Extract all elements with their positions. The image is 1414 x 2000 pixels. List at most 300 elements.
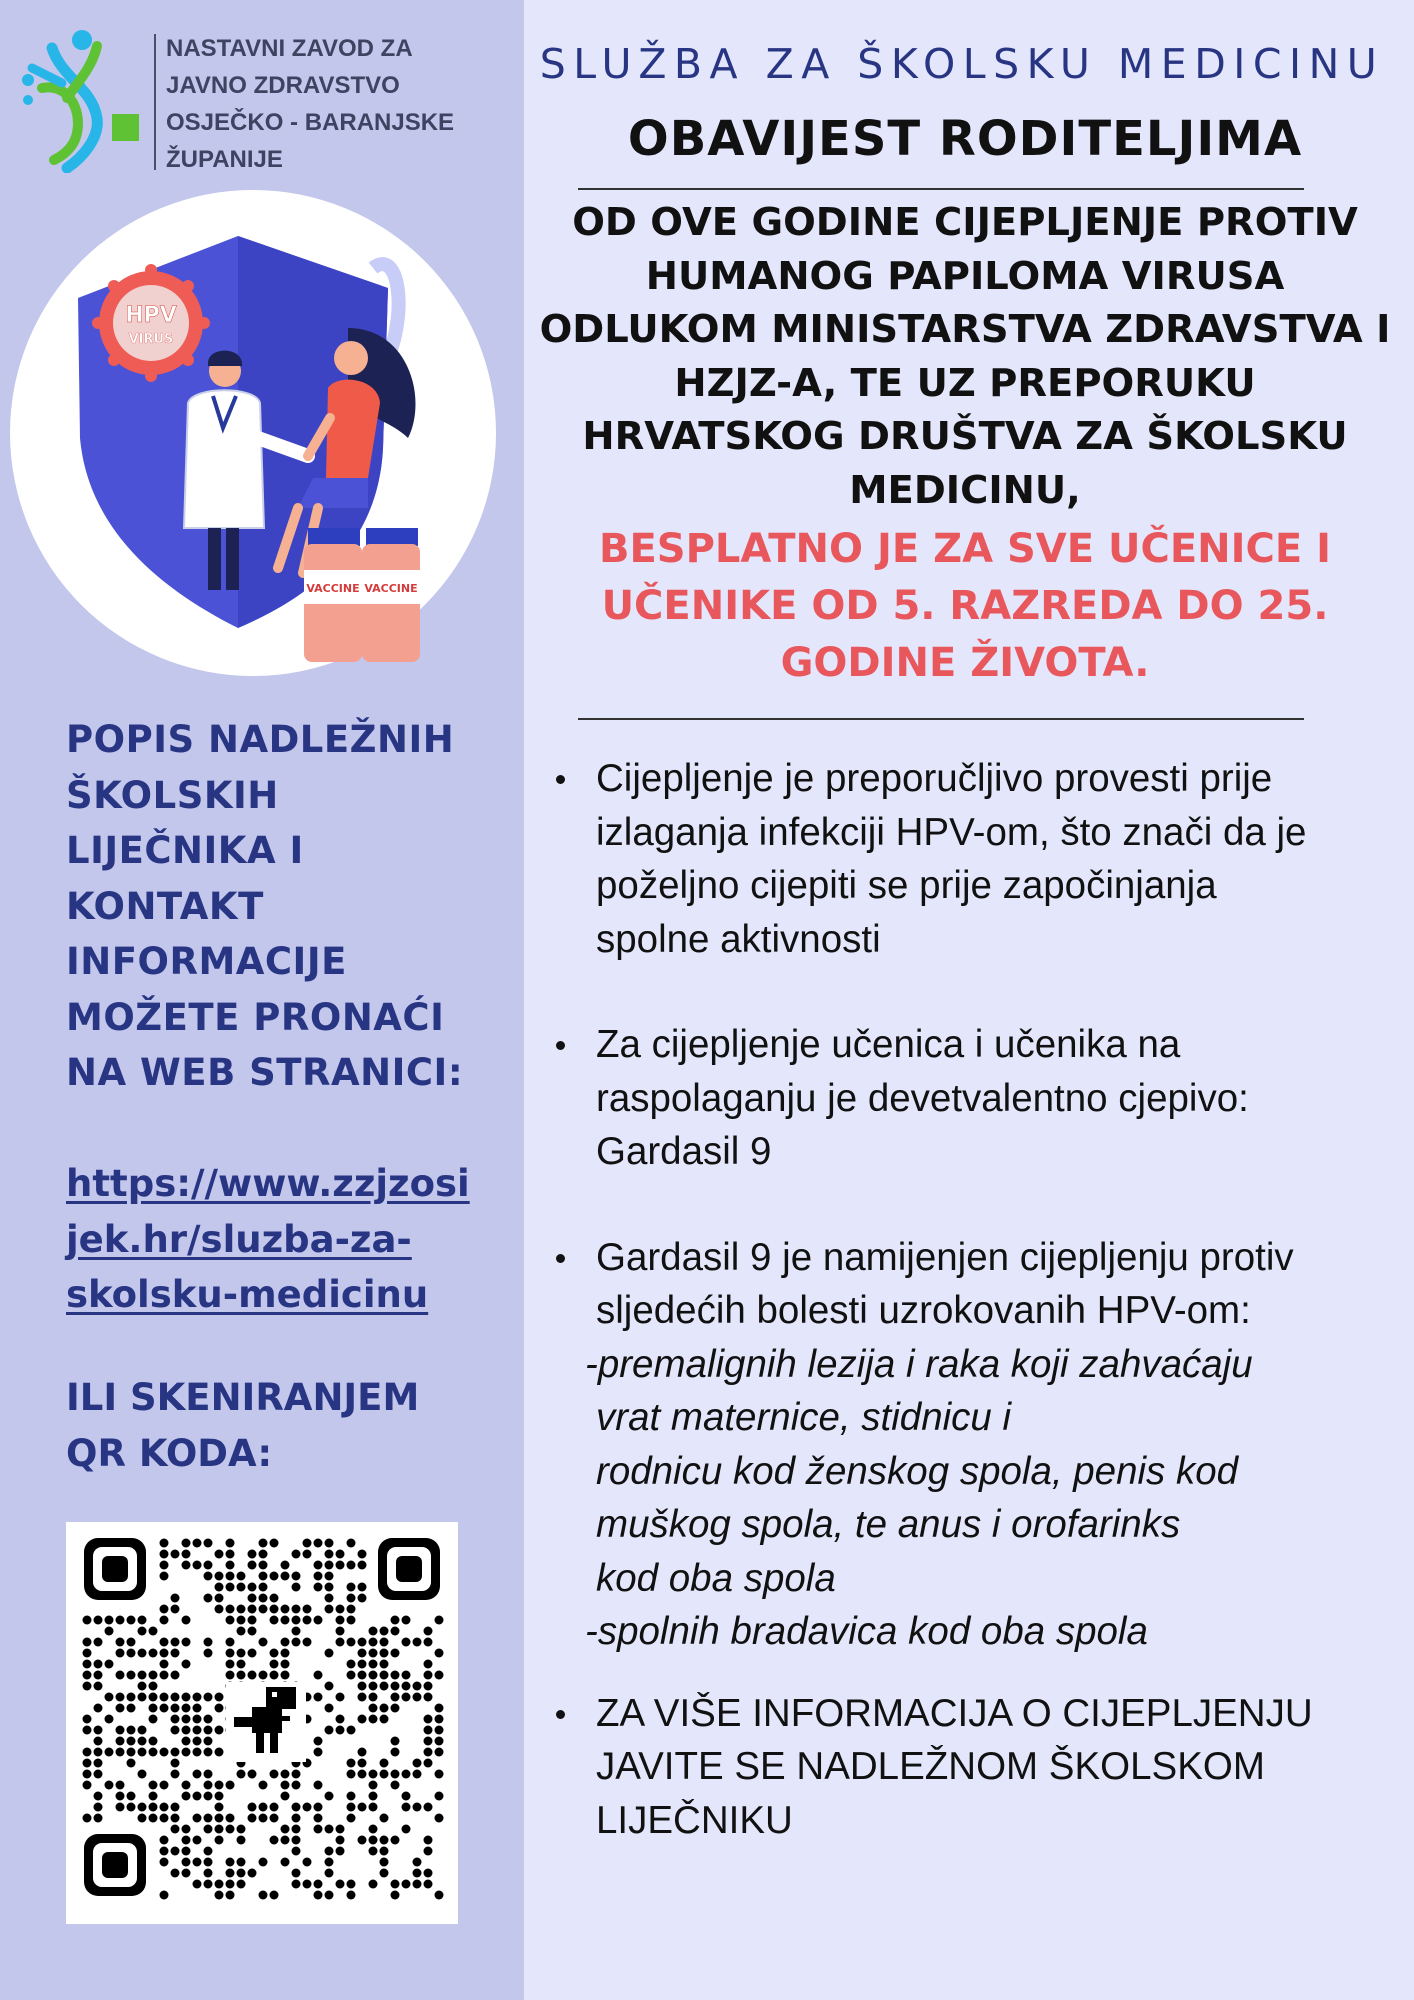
qr-module	[204, 1814, 213, 1823]
qr-module	[325, 1572, 334, 1581]
qr-module	[259, 1583, 268, 1592]
qr-module	[149, 1704, 158, 1713]
website-link-line[interactable]: https://www.zzjzosi	[66, 1162, 470, 1205]
qr-module	[391, 1671, 400, 1680]
list-item-line: Gardasil 9	[596, 1130, 772, 1173]
qr-module	[94, 1770, 103, 1779]
qr-module	[303, 1539, 312, 1548]
qr-module	[391, 1682, 400, 1691]
qr-module	[116, 1693, 125, 1702]
qr-module	[325, 1726, 334, 1735]
qr-heading-line: QR KODA:	[66, 1431, 273, 1475]
qr-module	[116, 1748, 125, 1757]
contact-heading-line: INFORMACIJE	[66, 940, 347, 983]
qr-module	[380, 1627, 389, 1636]
org-name-line: NASTAVNI ZAVOD ZA	[166, 35, 413, 62]
qr-module	[215, 1825, 224, 1834]
qr-module	[237, 1858, 246, 1867]
qr-module	[116, 1704, 125, 1713]
qr-module	[380, 1858, 389, 1867]
qr-module	[138, 1770, 147, 1779]
qr-module	[204, 1869, 213, 1878]
qr-module	[424, 1726, 433, 1735]
qr-module	[336, 1638, 345, 1647]
qr-module	[149, 1803, 158, 1812]
qr-module	[270, 1572, 279, 1581]
qr-module	[160, 1550, 169, 1559]
list-item-line: Gardasil 9 je namijenjen cijepljenju protiv	[596, 1235, 1294, 1279]
qr-module	[380, 1759, 389, 1768]
list-item-line: sljedećih bolesti uzrokovanih HPV-om:	[596, 1289, 1251, 1332]
qr-module	[325, 1847, 334, 1856]
qr-module	[281, 1561, 290, 1570]
qr-module	[281, 1858, 290, 1867]
qr-module	[369, 1693, 378, 1702]
qr-module	[358, 1748, 367, 1757]
qr-module	[149, 1792, 158, 1801]
announcement-main	[530, 196, 1400, 517]
qr-module	[303, 1605, 312, 1614]
list-item	[556, 1018, 1396, 1179]
qr-module	[314, 1781, 323, 1790]
qr-module	[171, 1605, 180, 1614]
qr-module	[314, 1539, 323, 1548]
hpv-label: HPV	[125, 303, 177, 328]
qr-module	[402, 1880, 411, 1889]
qr-module	[248, 1649, 257, 1658]
qr-module	[435, 1770, 444, 1779]
qr-module	[347, 1594, 356, 1603]
website-link-line[interactable]: jek.hr/sluzba-za-	[66, 1217, 412, 1261]
qr-module	[325, 1594, 334, 1603]
qr-module	[424, 1737, 433, 1746]
qr-module	[215, 1594, 224, 1603]
qr-module	[83, 1671, 92, 1680]
qr-module	[303, 1638, 312, 1647]
qr-module	[193, 1561, 202, 1570]
qr-module	[259, 1803, 268, 1812]
qr-module	[281, 1649, 290, 1658]
qr-module	[347, 1616, 356, 1625]
qr-module	[259, 1638, 268, 1647]
notice-title: OBAVIJEST RODITELJIMA	[627, 111, 1303, 167]
qr-module	[358, 1594, 367, 1603]
qr-module	[160, 1649, 169, 1658]
qr-module	[347, 1561, 356, 1570]
qr-module	[160, 1748, 169, 1757]
qr-module	[127, 1726, 136, 1735]
qr-module	[402, 1792, 411, 1801]
qr-module	[358, 1836, 367, 1845]
qr-module	[149, 1693, 158, 1702]
qr-module	[215, 1814, 224, 1823]
qr-module	[380, 1836, 389, 1845]
qr-module	[391, 1880, 400, 1889]
qr-module	[369, 1880, 378, 1889]
qr-module	[391, 1627, 400, 1636]
qr-module	[358, 1682, 367, 1691]
qr-module	[435, 1649, 444, 1658]
qr-module	[270, 1770, 279, 1779]
qr-module	[380, 1869, 389, 1878]
qr-module	[248, 1671, 257, 1680]
qr-module	[424, 1869, 433, 1878]
list-item-line: izlaganja infekciji HPV-om, što znači da je	[596, 810, 1307, 854]
qr-module	[270, 1671, 279, 1680]
announcement-line: HRVATSKOG DRUŠTVA ZA ŠKOLSKU	[582, 414, 1348, 459]
qr-module	[259, 1781, 268, 1790]
info-list	[556, 752, 1396, 1847]
qr-module	[347, 1770, 356, 1779]
qr-module	[347, 1814, 356, 1823]
qr-module	[182, 1726, 191, 1735]
list-item-line: spolne aktivnosti	[596, 917, 881, 961]
qr-module	[83, 1638, 92, 1647]
qr-module	[105, 1627, 114, 1636]
disease-item-line: rodnicu kod ženskog spola, penis kod	[596, 1449, 1239, 1493]
vial-label: VACCINE	[364, 582, 418, 595]
qr-code-icon[interactable]	[66, 1522, 458, 1924]
qr-module	[138, 1649, 147, 1658]
qr-module	[138, 1748, 147, 1757]
list-item-line: Za cijepljenje učenica i učenika na	[596, 1023, 1181, 1066]
announcement-line: MEDICINU,	[849, 467, 1081, 513]
qr-module	[204, 1748, 213, 1757]
qr-module	[259, 1891, 268, 1900]
qr-module	[237, 1880, 246, 1889]
qr-module	[226, 1561, 235, 1570]
announcement-line: OD OVE GODINE CIJEPLJENJE PROTIV	[572, 200, 1358, 245]
qr-module	[226, 1605, 235, 1614]
logo-divider	[154, 34, 156, 170]
qr-module	[336, 1627, 345, 1636]
list-item-line: poželjno cijepiti se prije započinjanja	[596, 864, 1217, 907]
qr-module	[435, 1616, 444, 1625]
qr-module	[413, 1638, 422, 1647]
qr-module	[226, 1572, 235, 1581]
qr-module	[237, 1825, 246, 1834]
qr-module	[369, 1660, 378, 1669]
qr-module	[336, 1693, 345, 1702]
qr-module	[204, 1726, 213, 1735]
org-name-line: JAVNO ZDRAVSTVO	[166, 72, 400, 99]
qr-module	[380, 1682, 389, 1691]
qr-module	[171, 1649, 180, 1658]
qr-module	[413, 1770, 422, 1779]
list-item-line: raspolaganju je devetvalentno cjepivo:	[596, 1076, 1249, 1120]
qr-module	[314, 1748, 323, 1757]
qr-module	[182, 1869, 191, 1878]
qr-module	[347, 1583, 356, 1592]
qr-module	[226, 1891, 235, 1900]
contact-heading-line: KONTAKT	[66, 884, 264, 928]
qr-module	[380, 1770, 389, 1779]
qr-module	[292, 1770, 301, 1779]
qr-module	[248, 1869, 257, 1878]
qr-module	[193, 1539, 202, 1548]
qr-module	[391, 1704, 400, 1713]
qr-module	[281, 1671, 290, 1680]
qr-module	[237, 1660, 246, 1669]
qr-module	[204, 1693, 213, 1702]
qr-module	[226, 1825, 235, 1834]
qr-module	[215, 1836, 224, 1845]
qr-module	[259, 1561, 268, 1570]
qr-module	[160, 1836, 169, 1845]
qr-module	[204, 1858, 213, 1867]
qr-module	[402, 1671, 411, 1680]
qr-module	[182, 1792, 191, 1801]
qr-module	[248, 1770, 257, 1779]
qr-module	[138, 1737, 147, 1746]
disease-item-line: vrat maternice, stidnicu i	[596, 1396, 1012, 1439]
qr-module	[171, 1693, 180, 1702]
qr-module	[204, 1770, 213, 1779]
hpv-vaccination-illustration-icon	[8, 188, 498, 678]
qr-module	[127, 1693, 136, 1702]
qr-module	[237, 1869, 246, 1878]
qr-module	[226, 1880, 235, 1889]
qr-module	[358, 1715, 367, 1724]
qr-module	[292, 1638, 301, 1647]
bullet-dot	[556, 1041, 565, 1050]
divider	[578, 188, 1304, 190]
qr-module	[391, 1649, 400, 1658]
qr-module	[369, 1770, 378, 1779]
qr-module	[281, 1572, 290, 1581]
qr-module	[435, 1814, 444, 1823]
qr-module	[138, 1627, 147, 1636]
qr-module	[171, 1825, 180, 1834]
qr-module	[83, 1759, 92, 1768]
qr-module	[281, 1781, 290, 1790]
qr-module	[182, 1616, 191, 1625]
qr-module	[270, 1836, 279, 1845]
qr-module	[336, 1605, 345, 1614]
qr-module	[116, 1671, 125, 1680]
qr-module	[204, 1880, 213, 1889]
qr-module	[303, 1550, 312, 1559]
qr-module	[380, 1671, 389, 1680]
qr-module	[226, 1638, 235, 1647]
qr-module	[413, 1693, 422, 1702]
qr-module	[105, 1715, 114, 1724]
qr-module	[193, 1748, 202, 1757]
qr-module	[292, 1627, 301, 1636]
qr-module	[226, 1616, 235, 1625]
qr-module	[325, 1704, 334, 1713]
qr-module	[336, 1715, 345, 1724]
qr-module	[116, 1638, 125, 1647]
qr-module	[402, 1825, 411, 1834]
qr-module	[391, 1836, 400, 1845]
qr-module	[94, 1737, 103, 1746]
list-item-line: LIJEČNIKU	[596, 1798, 793, 1842]
qr-module	[435, 1737, 444, 1746]
qr-module	[83, 1726, 92, 1735]
qr-module	[226, 1539, 235, 1548]
qr-module	[413, 1869, 422, 1878]
qr-module	[215, 1704, 224, 1713]
qr-module	[160, 1671, 169, 1680]
qr-module	[292, 1583, 301, 1592]
qr-module	[204, 1825, 213, 1834]
qr-module	[259, 1594, 268, 1603]
qr-module	[347, 1660, 356, 1669]
qr-module	[182, 1660, 191, 1669]
qr-module	[369, 1836, 378, 1845]
qr-module	[105, 1693, 114, 1702]
qr-module	[171, 1594, 180, 1603]
qr-module	[336, 1880, 345, 1889]
qr-module	[127, 1704, 136, 1713]
qr-module	[424, 1880, 433, 1889]
qr-module	[424, 1759, 433, 1768]
qr-module	[237, 1770, 246, 1779]
qr-module	[424, 1671, 433, 1680]
qr-module	[424, 1803, 433, 1812]
qr-module	[215, 1693, 224, 1702]
qr-module	[292, 1781, 301, 1790]
qr-module	[160, 1539, 169, 1548]
qr-module	[171, 1814, 180, 1823]
qr-module	[94, 1803, 103, 1812]
qr-module	[347, 1638, 356, 1647]
qr-module	[402, 1616, 411, 1625]
qr-module	[149, 1649, 158, 1658]
qr-module	[314, 1572, 323, 1581]
qr-module	[259, 1550, 268, 1559]
qr-module	[369, 1792, 378, 1801]
qr-module	[325, 1682, 334, 1691]
qr-module	[182, 1539, 191, 1548]
qr-module	[347, 1759, 356, 1768]
contact-heading-line: POPIS NADLEŽNIH	[66, 718, 455, 761]
qr-module	[204, 1638, 213, 1647]
qr-module	[193, 1693, 202, 1702]
qr-module	[226, 1649, 235, 1658]
qr-module	[204, 1737, 213, 1746]
qr-module	[281, 1616, 290, 1625]
qr-module	[270, 1803, 279, 1812]
qr-module	[127, 1803, 136, 1812]
qr-module	[325, 1550, 334, 1559]
qr-module	[237, 1836, 246, 1845]
org-name-line: ŽUPANIJE	[166, 146, 283, 173]
qr-module	[413, 1759, 422, 1768]
qr-module	[138, 1803, 147, 1812]
qr-module	[94, 1638, 103, 1647]
qr-module	[215, 1726, 224, 1735]
qr-module	[248, 1803, 257, 1812]
qr-module	[83, 1616, 92, 1625]
qr-module	[149, 1671, 158, 1680]
qr-module	[369, 1803, 378, 1812]
qr-module	[402, 1638, 411, 1647]
highlight-line: UČENIKE OD 5. RAZREDA DO 25.	[601, 583, 1329, 629]
qr-module	[237, 1627, 246, 1636]
qr-module	[237, 1572, 246, 1581]
qr-module	[380, 1649, 389, 1658]
qr-module	[424, 1627, 433, 1636]
qr-module	[391, 1781, 400, 1790]
qr-code[interactable]	[66, 1522, 458, 1924]
qr-module	[105, 1748, 114, 1757]
qr-module	[204, 1715, 213, 1724]
qr-module	[325, 1792, 334, 1801]
qr-module	[303, 1880, 312, 1889]
qr-module	[83, 1748, 92, 1757]
qr-module	[226, 1781, 235, 1790]
website-link-line[interactable]: skolsku-medicinu	[66, 1273, 429, 1316]
qr-module	[314, 1671, 323, 1680]
qr-module	[358, 1671, 367, 1680]
qr-module	[413, 1803, 422, 1812]
qr-module	[413, 1858, 422, 1867]
qr-module	[292, 1550, 301, 1559]
qr-module	[270, 1605, 279, 1614]
qr-module	[193, 1836, 202, 1845]
website-link[interactable]	[66, 1156, 516, 1323]
qr-module	[226, 1583, 235, 1592]
qr-module	[149, 1627, 158, 1636]
qr-module	[292, 1836, 301, 1845]
qr-module	[248, 1627, 257, 1636]
disease-item-line: muškog spola, te anus i orofarinks	[596, 1503, 1181, 1546]
qr-module	[160, 1561, 169, 1570]
qr-module	[336, 1726, 345, 1735]
qr-module	[347, 1792, 356, 1801]
qr-module	[193, 1814, 202, 1823]
qr-module	[314, 1561, 323, 1570]
contact-heading-line: MOŽETE PRONAĆI	[66, 995, 445, 1039]
qr-module	[160, 1616, 169, 1625]
qr-module	[413, 1682, 422, 1691]
qr-module	[248, 1583, 257, 1592]
qr-module	[94, 1616, 103, 1625]
qr-module	[391, 1616, 400, 1625]
qr-module	[292, 1825, 301, 1834]
qr-module	[259, 1605, 268, 1614]
list-item-line: Cijepljenje je preporučljivo provesti prije	[596, 757, 1273, 800]
list-item-line: ZA VIŠE INFORMACIJA O CIJEPLJENJU	[596, 1691, 1313, 1735]
qr-module	[215, 1572, 224, 1581]
qr-module	[347, 1539, 356, 1548]
qr-module	[369, 1825, 378, 1834]
qr-module	[215, 1781, 224, 1790]
qr-module	[138, 1682, 147, 1691]
qr-module	[380, 1660, 389, 1669]
contact-heading-line: LIJEČNIKA I	[66, 829, 304, 872]
list-item	[556, 1687, 1396, 1848]
qr-module	[336, 1616, 345, 1625]
qr-module	[149, 1715, 158, 1724]
qr-module	[358, 1803, 367, 1812]
qr-module	[380, 1704, 389, 1713]
qr-module	[281, 1605, 290, 1614]
qr-module	[336, 1825, 345, 1834]
qr-module	[94, 1704, 103, 1713]
qr-module	[204, 1561, 213, 1570]
qr-module	[127, 1748, 136, 1757]
qr-module	[281, 1792, 290, 1801]
qr-module	[171, 1715, 180, 1724]
qr-module	[127, 1671, 136, 1680]
qr-module	[226, 1814, 235, 1823]
qr-module	[94, 1660, 103, 1669]
qr-module	[314, 1891, 323, 1900]
qr-module	[182, 1836, 191, 1845]
